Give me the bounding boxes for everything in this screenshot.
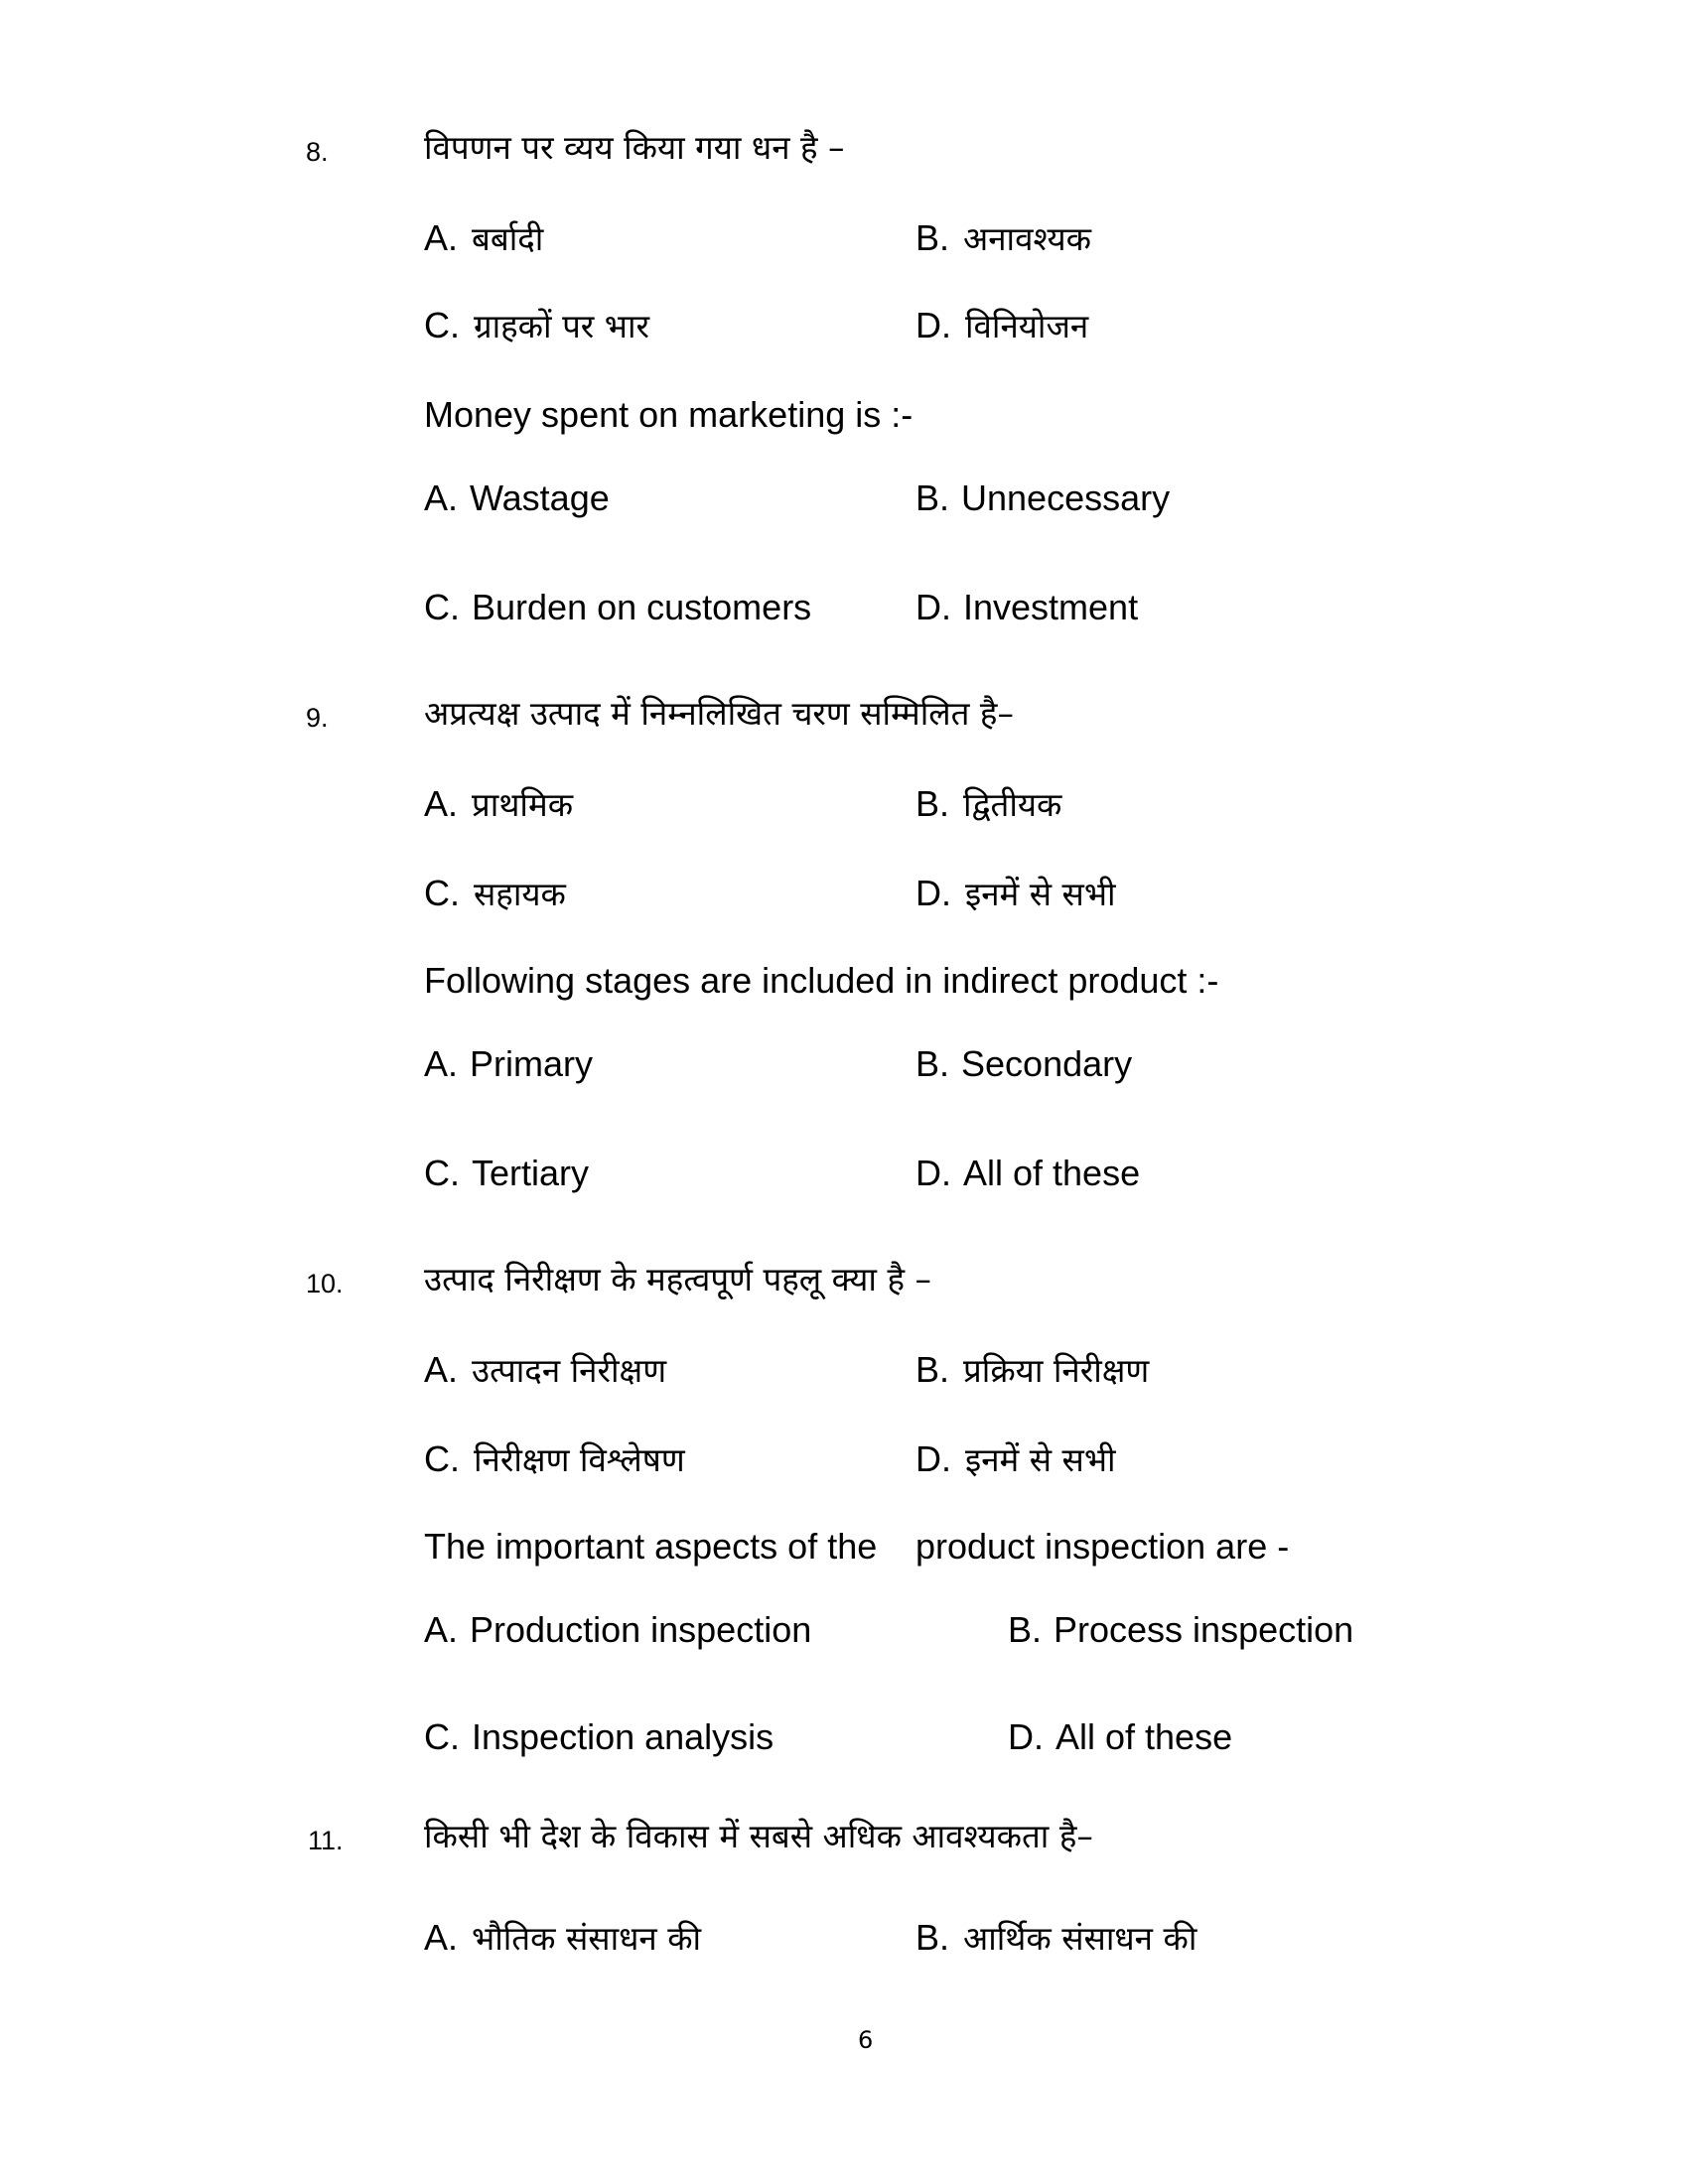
option-text: Primary: [470, 1043, 594, 1084]
question-number: 8.: [306, 137, 329, 167]
option-text: Burden on customers: [472, 587, 812, 627]
option-a-hindi: [424, 1349, 667, 1390]
question-text-hindi: उत्पाद निरीक्षण के महत्वपूर्ण पहलू क्या है –: [424, 1260, 931, 1298]
option-text: Secondary: [961, 1043, 1133, 1084]
question-text-hindi: अप्रत्यक्ष उत्पाद में निम्नलिखित चरण सम्मिलित है–: [424, 694, 1014, 733]
option-c-english: [424, 1153, 590, 1193]
option-text: Unnecessary: [961, 478, 1171, 518]
option-d-english: [915, 587, 1139, 627]
option-c-english: [424, 1716, 774, 1757]
option-b-english: [915, 1043, 1133, 1084]
option-b-hindi: [915, 1917, 1197, 1958]
option-b-hindi: [915, 217, 1091, 258]
option-d-hindi: [915, 305, 1089, 345]
option-a-hindi: [424, 1917, 702, 1958]
option-b-english: [915, 480, 1170, 516]
option-label: A.: [424, 783, 459, 824]
question-text-english-part2: product inspection are -: [915, 1526, 1290, 1567]
option-text: Tertiary: [472, 1153, 590, 1193]
option-a-english: [424, 1043, 594, 1084]
option-a-english: [424, 1609, 812, 1650]
option-a-hindi: [424, 783, 574, 824]
option-b-hindi: [915, 783, 1062, 824]
option-b-hindi: [915, 1349, 1150, 1390]
question-number: 10.: [306, 1269, 344, 1298]
option-text: Inspection analysis: [472, 1716, 774, 1757]
option-a-hindi: [424, 217, 544, 258]
option-d-hindi: [915, 1438, 1116, 1479]
option-label: D.: [915, 305, 951, 345]
option-text: अनावश्यक: [963, 219, 1091, 258]
question-text-english: Money spent on marketing is :-: [424, 394, 914, 435]
page-number: 6: [858, 2026, 874, 2054]
option-label: A.: [424, 1349, 459, 1390]
option-text: निरीक्षण विश्लेषण: [474, 1440, 685, 1479]
option-c-hindi: [424, 1438, 685, 1479]
option-label: B.: [1008, 1609, 1043, 1650]
option-label: C.: [424, 587, 460, 627]
option-label: C.: [424, 305, 460, 345]
option-text: द्वितीयक: [963, 785, 1062, 824]
option-label: A.: [424, 1609, 459, 1650]
option-d-english: [1008, 1716, 1233, 1757]
option-label: C.: [424, 1716, 460, 1757]
option-label: A.: [424, 217, 459, 258]
option-text: आर्थिक संसाधन की: [963, 1919, 1197, 1958]
question-text-hindi: विपणन पर व्यय किया गया धन है –: [424, 128, 845, 167]
option-text: Production inspection: [470, 1609, 812, 1650]
option-text: प्राथमिक: [472, 785, 574, 824]
option-a-english: [424, 480, 610, 516]
option-text: प्रक्रिया निरीक्षण: [963, 1351, 1150, 1390]
question-number: 11.: [308, 1826, 344, 1855]
option-b-english: [1008, 1609, 1354, 1650]
option-text: विनियोजन: [965, 307, 1089, 345]
question-text-english-part1: The important aspects of the: [424, 1526, 878, 1567]
option-text: ग्राहकों पर भार: [474, 307, 650, 345]
option-c-english: [424, 587, 812, 627]
option-text: All of these: [963, 1153, 1141, 1193]
option-label: B.: [915, 217, 950, 258]
option-c-hindi: [424, 873, 566, 913]
option-c-hindi: [424, 305, 650, 345]
option-text: बर्बादी: [472, 219, 544, 258]
option-label: B.: [915, 478, 950, 518]
option-label: D.: [915, 587, 951, 627]
option-text: Wastage: [470, 478, 610, 518]
option-text: सहायक: [474, 875, 566, 913]
option-label: D.: [915, 1438, 951, 1479]
option-label: D.: [915, 873, 951, 913]
option-d-hindi: [915, 873, 1116, 913]
option-label: B.: [915, 1043, 950, 1084]
option-label: A.: [424, 1043, 459, 1084]
option-text: Process inspection: [1054, 1609, 1354, 1650]
option-label: A.: [424, 478, 459, 518]
question-text-english: Following stages are included in indirect product :-: [424, 960, 1219, 1001]
option-text: भौतिक संसाधन की: [472, 1919, 702, 1958]
option-d-english: [915, 1153, 1141, 1193]
option-text: उत्पादन निरीक्षण: [472, 1351, 667, 1390]
option-label: D.: [1008, 1716, 1044, 1757]
option-label: B.: [915, 783, 950, 824]
option-label: A.: [424, 1917, 459, 1958]
option-label: C.: [424, 873, 460, 913]
option-label: B.: [915, 1349, 950, 1390]
question-text-hindi: किसी भी देश के विकास में सबसे अधिक आवश्यकता है–: [424, 1817, 1093, 1855]
option-label: C.: [424, 1153, 460, 1193]
option-text: इनमें से सभी: [965, 875, 1116, 913]
option-text: इनमें से सभी: [965, 1440, 1116, 1479]
option-label: D.: [915, 1153, 951, 1193]
question-number: 9.: [306, 703, 329, 733]
option-label: B.: [915, 1917, 950, 1958]
option-text: Investment: [963, 587, 1139, 627]
option-label: C.: [424, 1438, 460, 1479]
option-text: All of these: [1055, 1716, 1233, 1757]
